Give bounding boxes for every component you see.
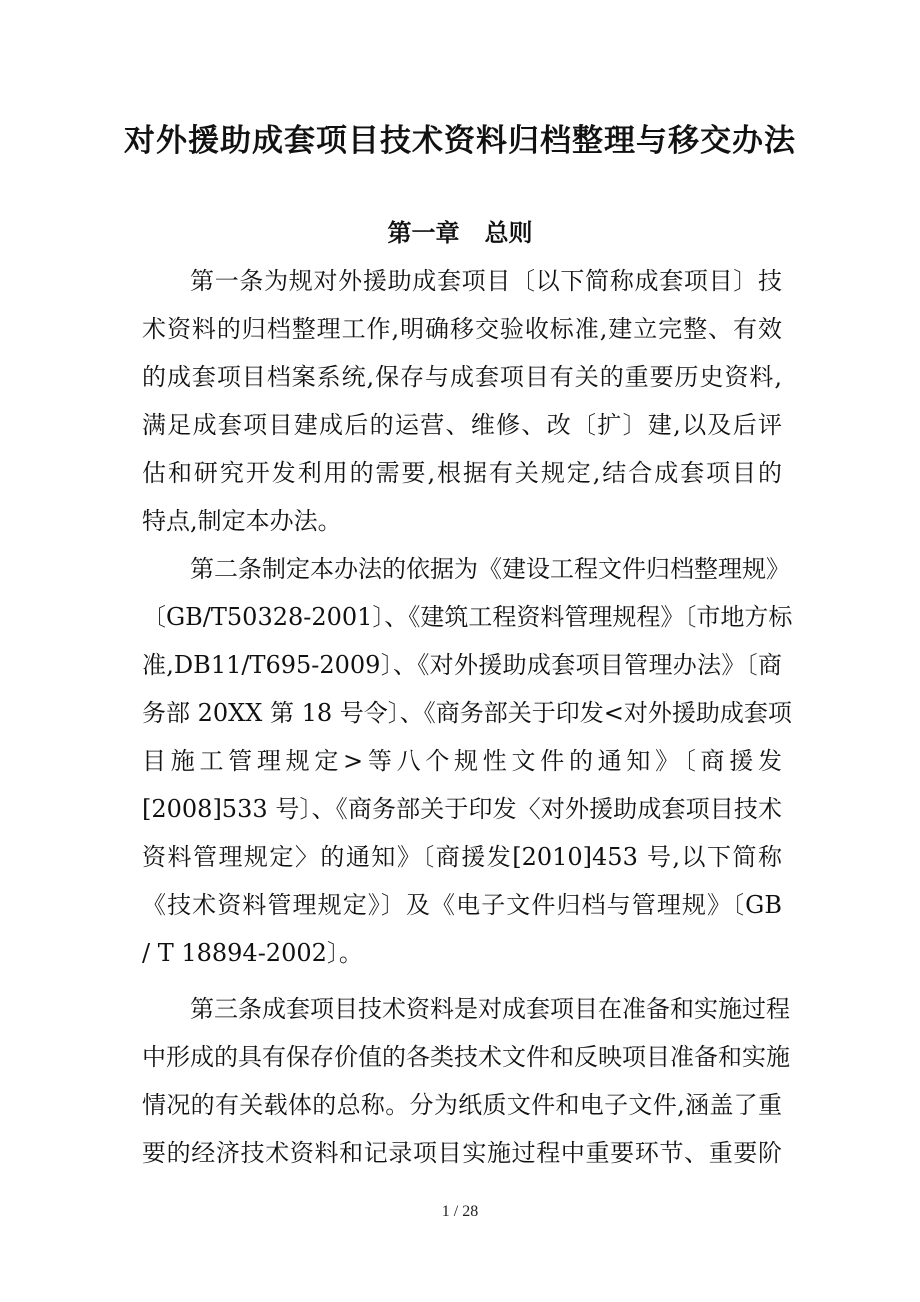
paragraph-line: 目施工管理规定>等八个规性文件的通知》〔商援发	[142, 747, 782, 775]
paragraph-line: 中形成的具有保存价值的各类技术文件和反映项目准备和实施	[142, 1043, 790, 1071]
document-title: 对外援助成套项目技术资料归档整理与移交办法	[124, 123, 796, 159]
page-number: 1 / 28	[441, 1203, 479, 1220]
paragraph-line: / T 18894-2002〕。	[142, 939, 363, 967]
paragraph-line: 满足成套项目建成后的运营、维修、改〔扩〕建,以及后评	[142, 411, 782, 439]
paragraph-line: 第一条为规对外援助成套项目〔以下简称成套项目〕技	[190, 267, 782, 295]
paragraph-line: 情况的有关载体的总称。分为纸质文件和电子文件,涵盖了重	[142, 1091, 782, 1119]
paragraph-line: 要的经济技术资料和记录项目实施过程中重要环节、重要阶	[142, 1139, 782, 1167]
paragraph-line: 〔GB/T50328-2001〕、《建筑工程资料管理规程》〔市地方标	[142, 603, 793, 631]
chapter-heading: 第一章 总则	[387, 218, 533, 247]
paragraph-line: 第二条制定本办法的依据为《建设工程文件归档整理规》	[190, 555, 790, 583]
paragraph-line: 准,DB11/T695-2009〕、《对外援助成套项目管理办法》〔商	[142, 651, 782, 679]
paragraph-line: 的成套项目档案系统,保存与成套项目有关的重要历史资料,	[142, 363, 782, 391]
paragraph-line: 第三条成套项目技术资料是对成套项目在准备和实施过程	[190, 995, 790, 1023]
paragraph-line: 资料管理规定〉的通知》〔商援发[2010]453 号,以下简称	[142, 843, 782, 871]
paragraph-line: 术资料的归档整理工作,明确移交验收标准,建立完整、有效	[142, 315, 782, 343]
paragraph-line: 务部 20XX 第 18 号令〕、《商务部关于印发<对外援助成套项	[142, 699, 792, 727]
paragraph-line: [2008]533 号〕、《商务部关于印发〈对外援助成套项目技术	[142, 795, 782, 823]
paragraph-line: 估和研究开发利用的需要,根据有关规定,结合成套项目的	[142, 459, 782, 487]
paragraph-line: 《技术资料管理规定》〕及《电子文件归档与管理规》〔GB	[142, 891, 782, 919]
paragraph-line: 特点,制定本办法。	[142, 507, 342, 535]
